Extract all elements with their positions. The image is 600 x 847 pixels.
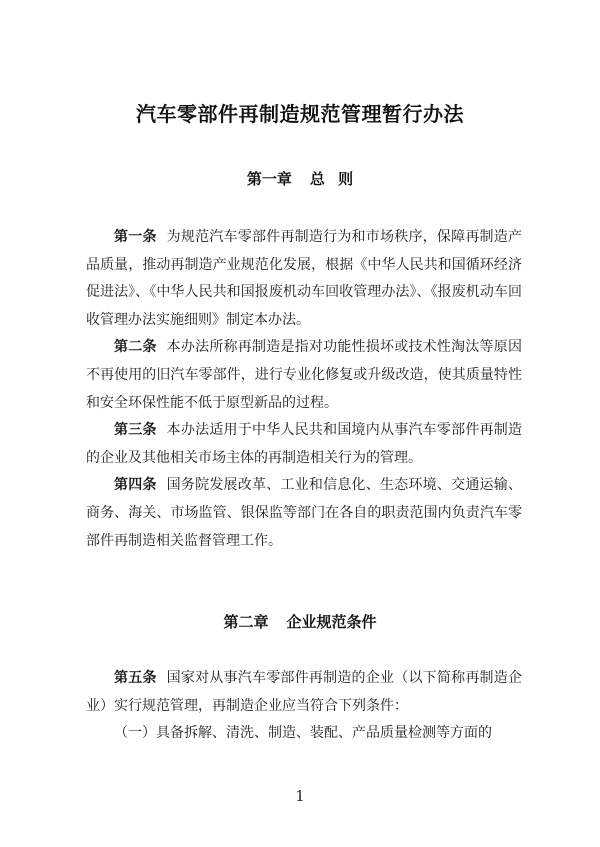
article-paragraph	[86, 417, 522, 472]
list-item-text: （一）具备拆解、清洗、制造、装配、产品质量检测等方面的	[114, 725, 492, 742]
article-text: 本办法适用于中华人民共和国境内从事汽车零部件再制造的企业及其他相关市场主体的再制造相关行为的管理。	[86, 422, 523, 466]
article-paragraph	[86, 224, 522, 334]
article-label: 第四条	[114, 477, 157, 494]
article-text: 为规范汽车零部件再制造行为和市场秩序，保障再制造产品质量，推动再制造产业规范化发展，根据《中华人民共和国循环经济促进法》、《中华人民共和国报废机动车回收管理办法》、《报废机动车回收管理办法实施细则》制定本办法。	[86, 229, 523, 328]
article-paragraph	[86, 665, 522, 720]
page-number: 1	[295, 787, 305, 805]
chapter-title: 总 则	[309, 170, 354, 188]
article-paragraph	[86, 472, 522, 555]
chapter-heading	[0, 611, 600, 632]
article-label: 第五条	[114, 670, 157, 686]
chapter-body	[86, 224, 522, 555]
chapter-number: 第二章	[223, 613, 269, 631]
article-text: 本办法所称再制造是指对功能性损坏或技术性淘汰等原因不再使用的旧汽车零部件，进行专业化修复或升级改造，使其质量特性和安全环保性能不低于原型新品的过程。	[86, 339, 523, 411]
article-text: 国务院发展改革、工业和信息化、生态环境、交通运输、商务、海关、市场监管、银保监等部门在各自的职责范围内负责汽车零部件再制造相关监督管理工作。	[86, 477, 523, 549]
chapter-title: 企业规范条件	[286, 613, 377, 631]
document-title: 汽车零部件再制造规范管理暂行办法	[136, 102, 464, 126]
list-item-paragraph	[86, 720, 522, 748]
article-text: 国家对从事汽车零部件再制造的企业（以下简称再制造企业）实行规范管理，再制造企业应当符合下列条件：	[86, 670, 523, 714]
chapter-number: 第一章	[246, 170, 292, 188]
article-label: 第二条	[114, 339, 157, 356]
article-paragraph	[86, 334, 522, 417]
article-label: 第三条	[114, 422, 157, 439]
chapter-heading	[0, 168, 600, 189]
article-label: 第一条	[114, 229, 157, 245]
chapter-body	[86, 665, 522, 748]
